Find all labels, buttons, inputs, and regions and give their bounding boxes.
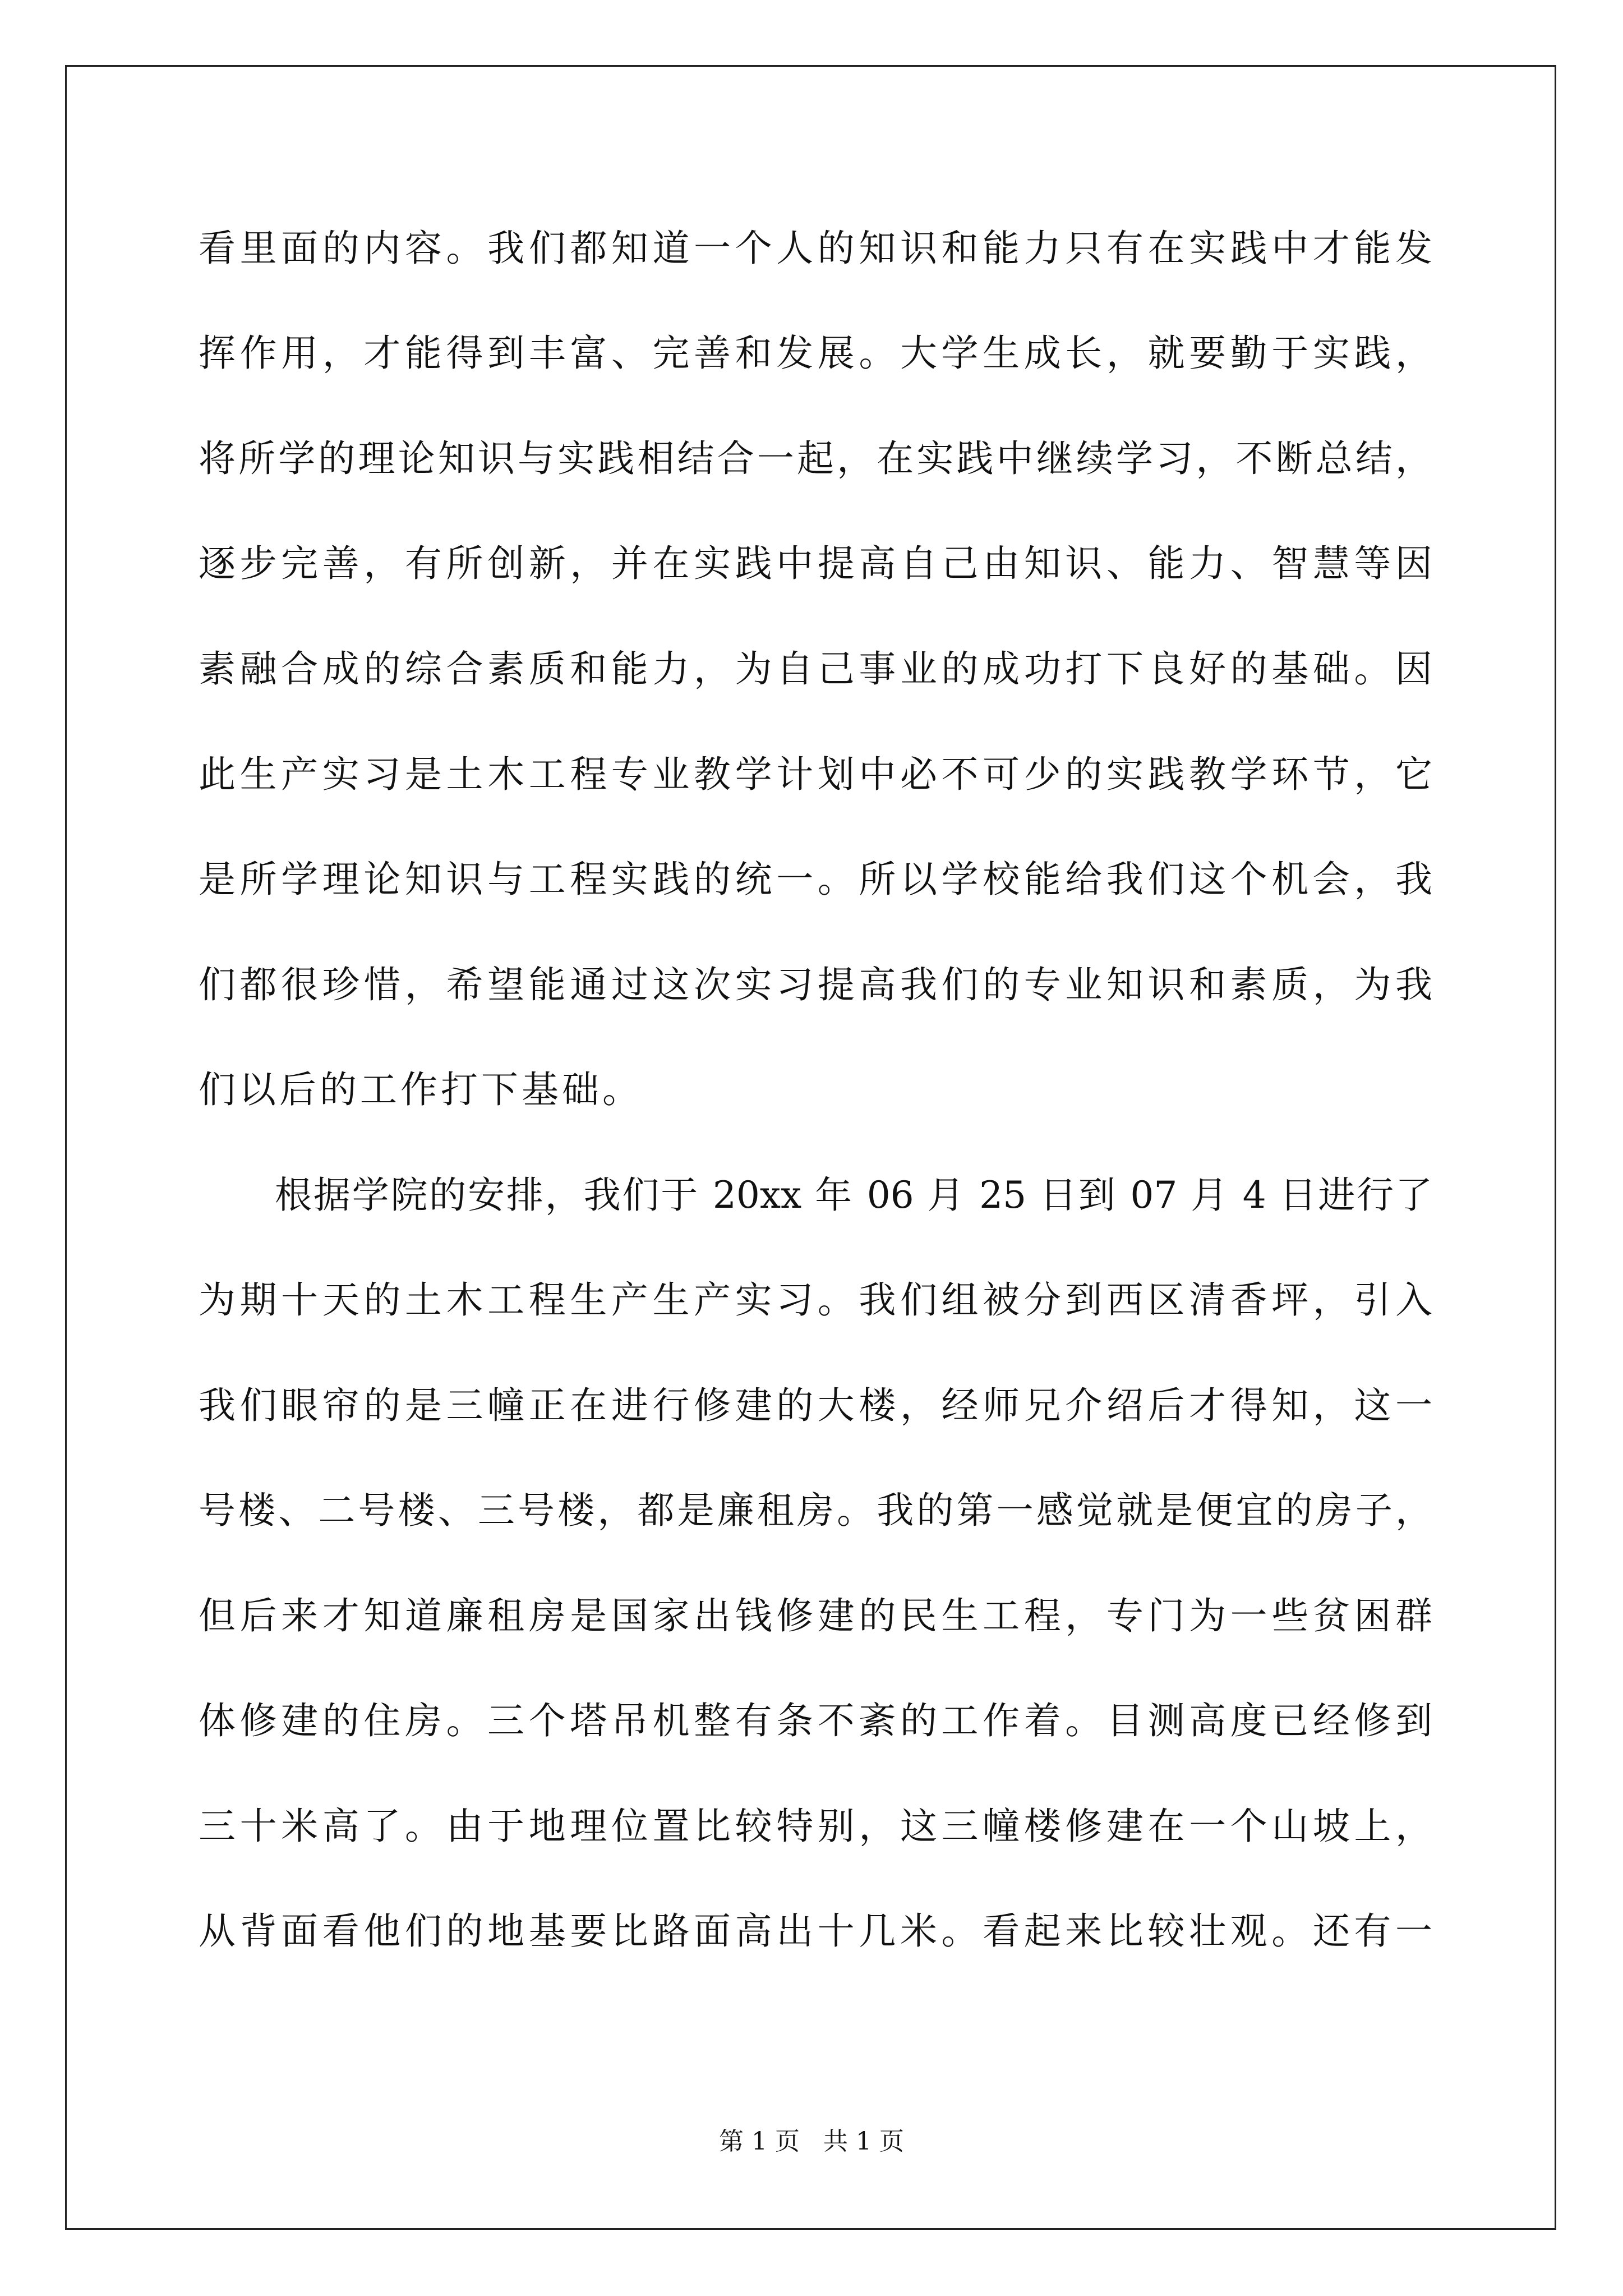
paragraph-line: 为期十天的土木工程生产生产实习。我们组被分到西区清香坪，引入 xyxy=(199,1278,1432,1322)
paragraph-line: 是所学理论知识与工程实践的统一。所以学校能给我们这个机会，我 xyxy=(199,858,1432,901)
paragraph-line: 从背面看他们的地基要比路面高出十几米。看起来比较壮观。还有一 xyxy=(199,1910,1432,1953)
page-total: 共 1 页 xyxy=(823,2127,904,2156)
paragraph-line: 看里面的内容。我们都知道一个人的知识和能力只有在实践中才能发 xyxy=(199,227,1432,270)
page-footer xyxy=(0,2125,1623,2159)
paragraph-line: 将所学的理论知识与实践相结合一起，在实践中继续学习，不断总结， xyxy=(199,437,1432,480)
paragraph-line: 根据学院的安排，我们于 20xx 年 06 月 25 日到 07 月 4 日进行了 xyxy=(275,1174,1432,1217)
paragraph-line: 但后来才知道廉租房是国家出钱修建的民生工程，专门为一些贫困群 xyxy=(199,1594,1432,1637)
paragraph-line: 逐步完善，有所创新，并在实践中提高自己由知识、能力、智慧等因 xyxy=(199,542,1432,585)
paragraph-line: 体修建的住房。三个塔吊机整有条不紊的工作着。目测高度已经修到 xyxy=(199,1699,1432,1742)
paragraph-line: 挥作用，才能得到丰富、完善和发展。大学生成长，就要勤于实践， xyxy=(199,332,1432,375)
paragraph-line: 此生产实习是土木工程专业教学计划中必不可少的实践教学环节，它 xyxy=(199,753,1432,796)
page-border xyxy=(65,65,1556,2230)
paragraph-line: 们都很珍惜，希望能通过这次实习提高我们的专业知识和素质，为我 xyxy=(199,963,1432,1006)
paragraph-line: 三十米高了。由于地理位置比较特别，这三幢楼修建在一个山坡上， xyxy=(199,1805,1432,1848)
paragraph-line: 号楼、二号楼、三号楼，都是廉租房。我的第一感觉就是便宜的房子， xyxy=(199,1489,1432,1532)
paragraph-line: 我们眼帘的是三幢正在进行修建的大楼，经师兄介绍后才得知，这一 xyxy=(199,1384,1432,1427)
page-number: 第 1 页 xyxy=(719,2127,800,2156)
paragraph-line: 们以后的工作打下基础。 xyxy=(199,1068,643,1111)
paragraph-line: 素融合成的综合素质和能力，为自己事业的成功打下良好的基础。因 xyxy=(199,647,1432,691)
